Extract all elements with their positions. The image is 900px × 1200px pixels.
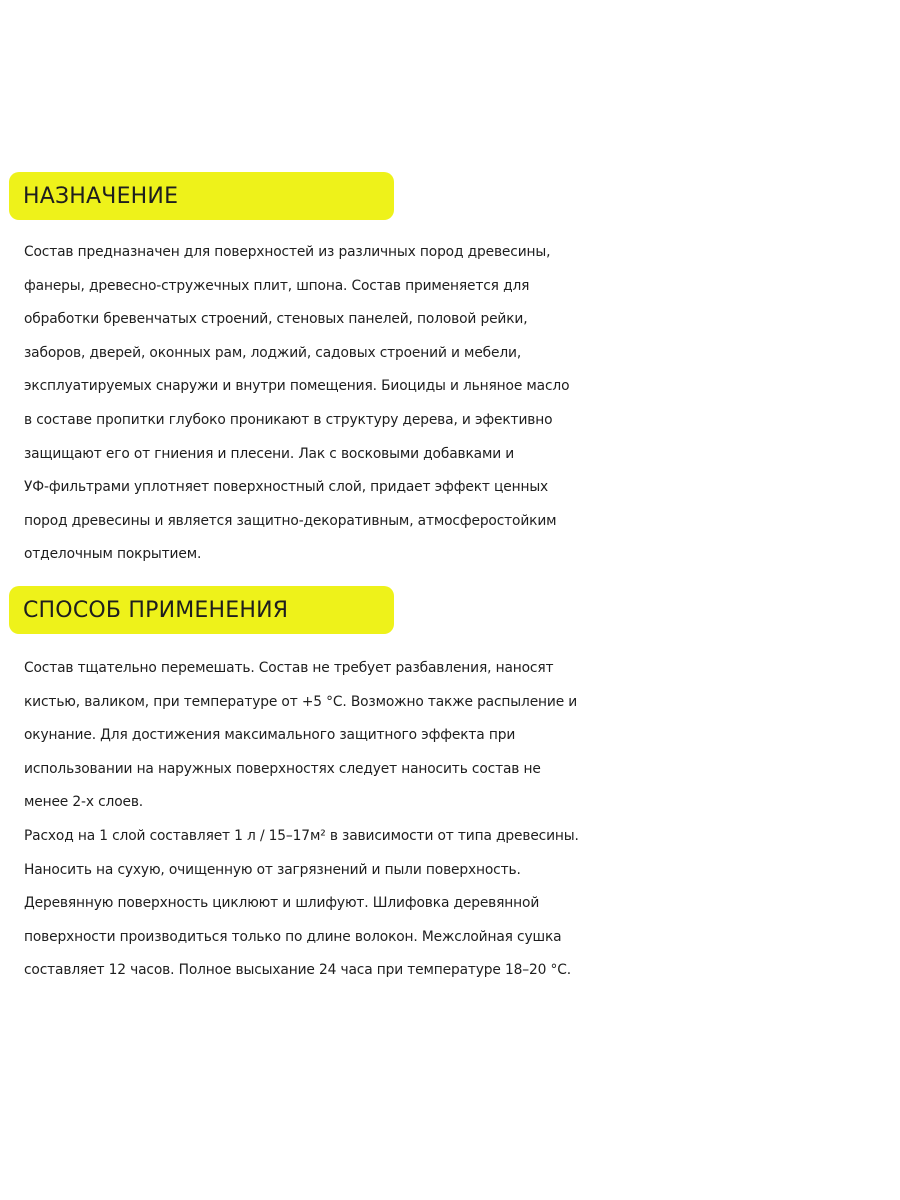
usage-text-line: Состав тщательно перемешать. Состав не требует разбавления, наносят bbox=[24, 660, 554, 676]
purpose-paragraph bbox=[24, 236, 884, 572]
purpose-section-title: НАЗНАЧЕНИЕ bbox=[23, 183, 179, 209]
usage-text-line: использовании на наружных поверхностях следует наносить состав не bbox=[24, 760, 541, 777]
usage-text-line: менее 2-х слоев. bbox=[24, 794, 144, 811]
purpose-text-line: отделочным покрытием. bbox=[24, 546, 202, 563]
purpose-text-line: заборов, дверей, оконных рам, лоджий, садовых строений и мебели, bbox=[24, 344, 522, 361]
purpose-text-line: пород древесины и является защитно-декоративным, атмосферостойким bbox=[24, 512, 557, 529]
usage-text-line: Расход на 1 слой составляет 1 л / 15–17м² в зависимости от типа древесины. bbox=[24, 827, 579, 844]
usage-text-line: Деревянную поверхность циклюют и шлифуют. Шлифовка деревянной bbox=[24, 895, 540, 912]
usage-text-line: окунание. Для достижения максимального защитного эффекта при bbox=[24, 727, 516, 744]
purpose-text-line: УФ-фильтрами уплотняет поверхностный слой, придает эффект ценных bbox=[24, 479, 549, 496]
usage-text-line: Наносить на сухую, очищенную от загрязнений и пыли поверхность. bbox=[24, 861, 521, 878]
usage-section-header bbox=[9, 586, 394, 634]
purpose-text-line: обработки бревенчатых строений, стеновых панелей, половой рейки, bbox=[24, 311, 528, 328]
usage-text-line: поверхности производиться только по длине волокон. Межслойная сушка bbox=[24, 928, 562, 945]
usage-text-line: кистью, валиком, при температуре от +5 °С. Возможно также распыление и bbox=[24, 693, 578, 710]
purpose-text-line: фанеры, древесно-стружечных плит, шпона. Состав применяется для bbox=[24, 277, 530, 294]
purpose-section-header bbox=[9, 172, 394, 220]
purpose-text-line: эксплуатируемых снаружи и внутри помещения. Биоциды и льняное масло bbox=[24, 378, 570, 395]
usage-section-title: СПОСОБ ПРИМЕНЕНИЯ bbox=[23, 597, 289, 623]
usage-paragraph bbox=[24, 652, 884, 988]
purpose-text-line: в составе пропитки глубоко проникают в структуру дерева, и эфективно bbox=[24, 411, 553, 428]
purpose-text-line: защищают его от гниения и плесени. Лак с восковыми добавками и bbox=[24, 445, 515, 462]
usage-text-line: составляет 12 часов. Полное высыхание 24 часа при температуре 18–20 °С. bbox=[24, 962, 571, 979]
purpose-text-line: Состав предназначен для поверхностей из различных пород древесины, bbox=[24, 244, 551, 260]
